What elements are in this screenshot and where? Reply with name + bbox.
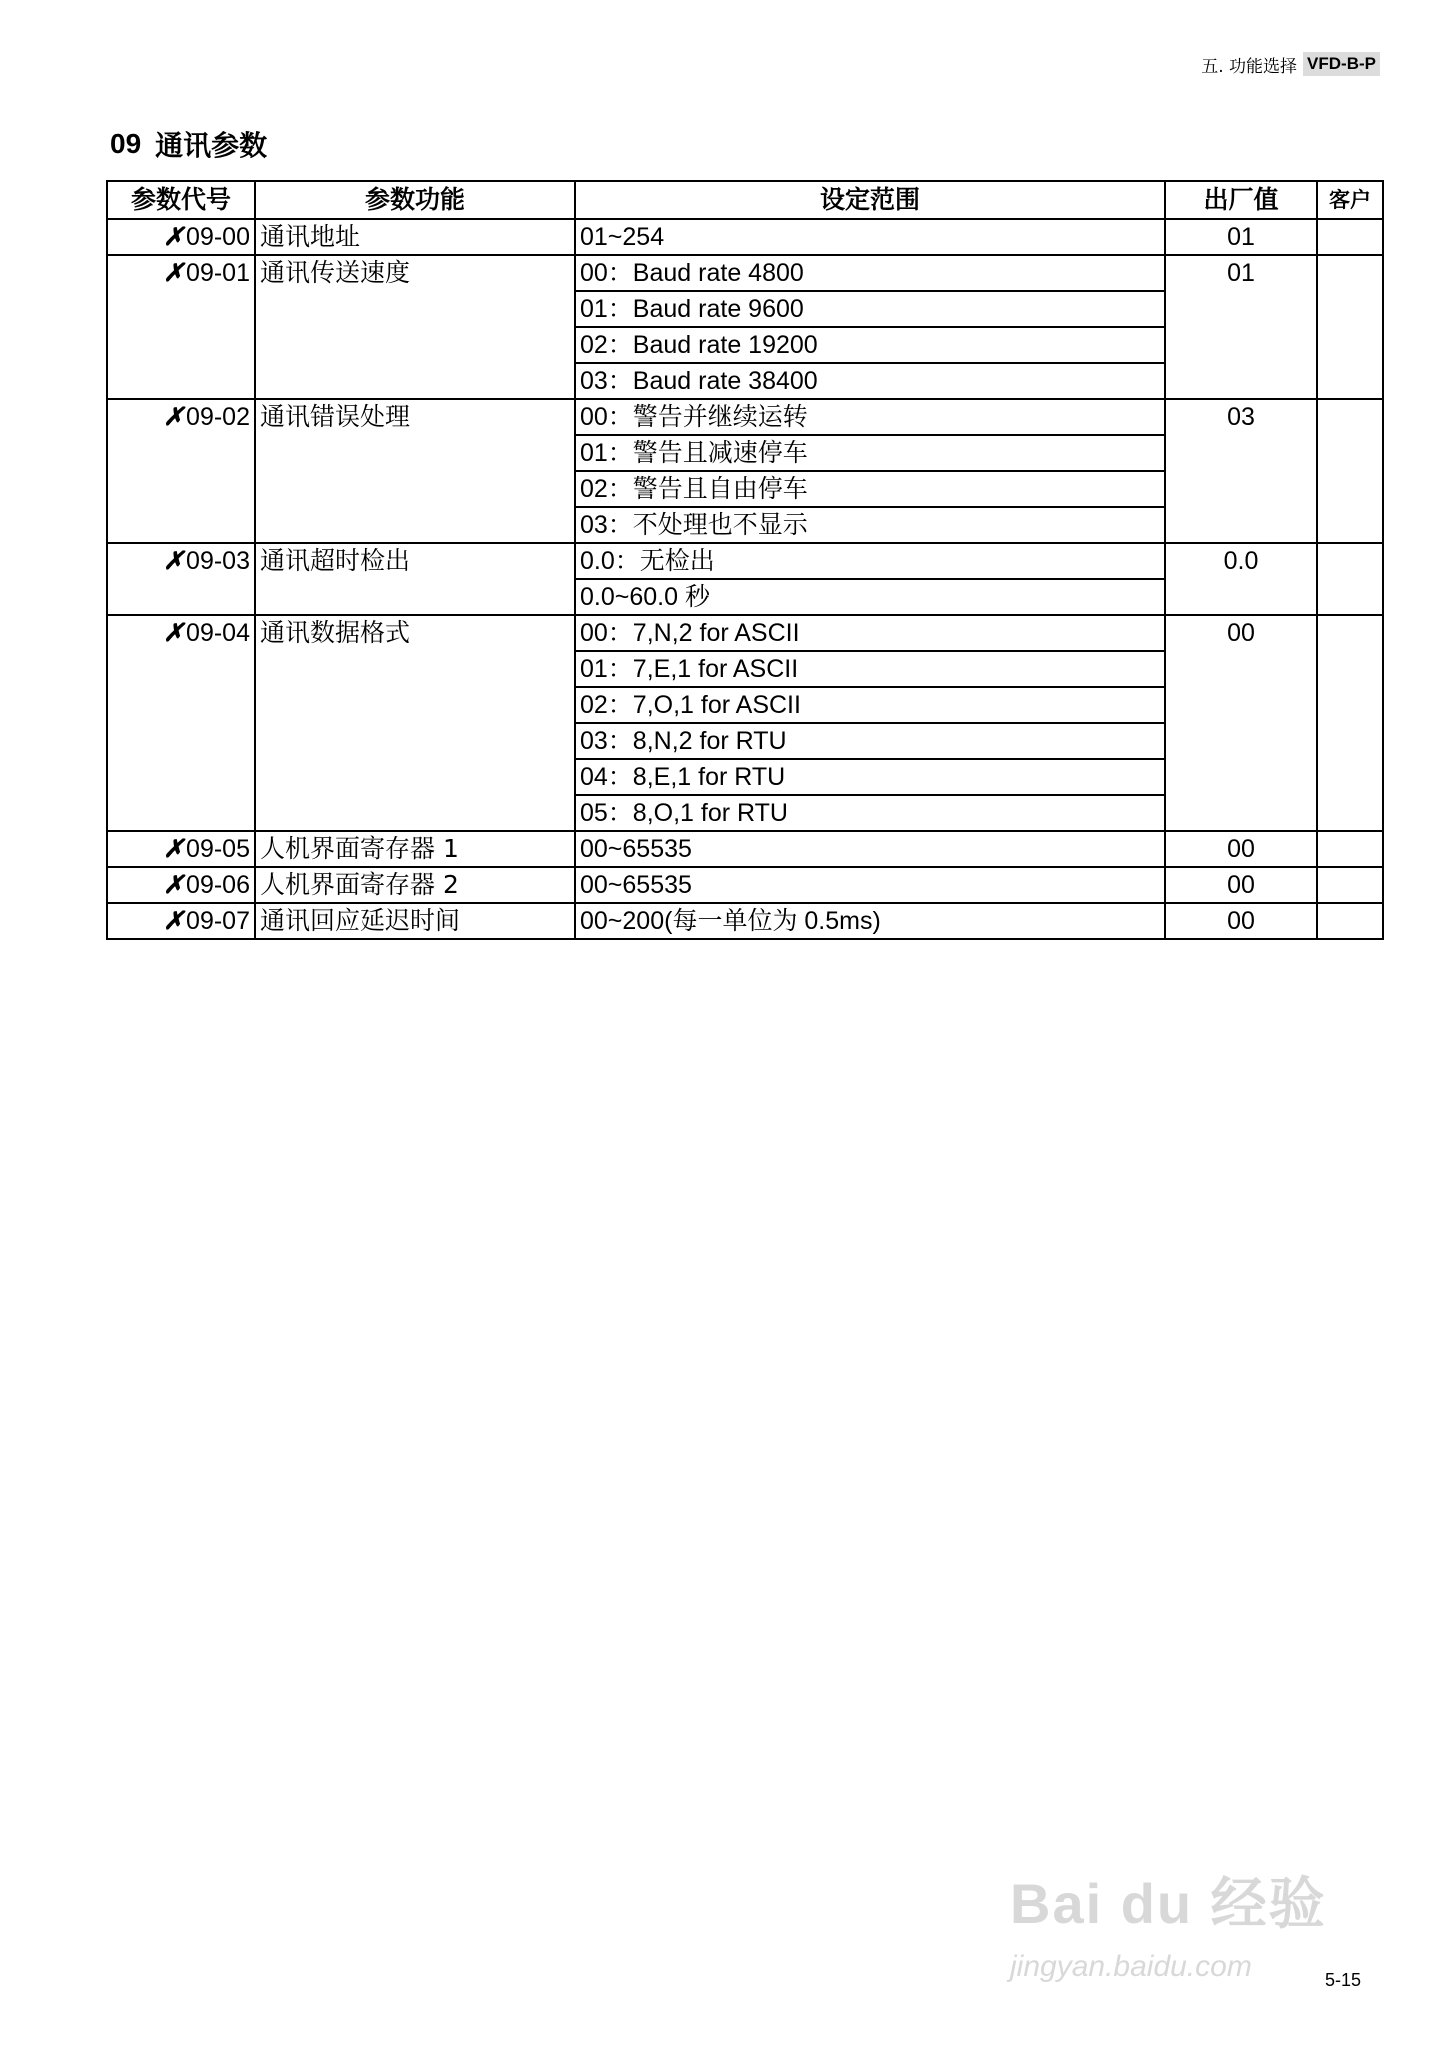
page-number: 5-15 bbox=[1325, 1970, 1362, 1990]
param-range-option: 02：Baud rate 19200 bbox=[575, 327, 1165, 363]
param-range-option: 01：Baud rate 9600 bbox=[575, 291, 1165, 327]
runtime-edit-icon: ✗ bbox=[163, 259, 185, 287]
param-range-option: 04：8,E,1 for RTU bbox=[575, 759, 1165, 795]
table-header-row bbox=[107, 181, 1383, 219]
runtime-edit-icon: ✗ bbox=[163, 835, 185, 863]
table-row bbox=[107, 903, 1383, 939]
baidu-watermark-logo: Bai du 经验 bbox=[1010, 1872, 1327, 1935]
param-code: 09-02 bbox=[186, 403, 250, 431]
param-range-option: 00~200(每一单位为 0.5ms) bbox=[575, 903, 1165, 939]
header-code: 参数代号 bbox=[107, 181, 255, 219]
param-default: 00 bbox=[1165, 867, 1317, 903]
param-range-option: 03：8,N,2 for RTU bbox=[575, 723, 1165, 759]
runtime-edit-icon: ✗ bbox=[163, 619, 185, 647]
section-title bbox=[110, 124, 267, 164]
param-code-cell bbox=[107, 867, 255, 903]
param-code-cell bbox=[107, 399, 255, 543]
header-range: 设定范围 bbox=[575, 181, 1165, 219]
param-range-option: 0.0：无检出 bbox=[575, 543, 1165, 579]
param-function: 通讯传送速度 bbox=[255, 255, 575, 399]
param-range-option: 00：警告并继续运转 bbox=[575, 399, 1165, 435]
table-row bbox=[107, 543, 1383, 579]
param-range-option: 01：7,E,1 for ASCII bbox=[575, 651, 1165, 687]
param-function: 通讯回应延迟时间 bbox=[255, 903, 575, 939]
param-customer bbox=[1317, 903, 1383, 939]
param-range-option: 00：Baud rate 4800 bbox=[575, 255, 1165, 291]
runtime-edit-icon: ✗ bbox=[163, 871, 185, 899]
param-customer bbox=[1317, 399, 1383, 543]
param-customer bbox=[1317, 615, 1383, 831]
param-range-option: 01：警告且减速停车 bbox=[575, 435, 1165, 471]
param-function: 通讯数据格式 bbox=[255, 615, 575, 831]
table-row bbox=[107, 831, 1383, 867]
param-range-option: 00~65535 bbox=[575, 831, 1165, 867]
param-code-cell bbox=[107, 219, 255, 255]
chapter-label: 五. 功能选择 bbox=[1201, 56, 1298, 77]
header-default: 出厂值 bbox=[1165, 181, 1317, 219]
param-code-cell bbox=[107, 615, 255, 831]
param-code: 09-07 bbox=[186, 907, 250, 935]
section-name: 通讯参数 bbox=[155, 129, 268, 162]
param-range-option: 02：警告且自由停车 bbox=[575, 471, 1165, 507]
table-body bbox=[107, 219, 1383, 939]
param-range-option: 0.0~60.0 秒 bbox=[575, 579, 1165, 615]
param-customer bbox=[1317, 255, 1383, 399]
param-default: 00 bbox=[1165, 615, 1317, 831]
page-header bbox=[1110, 50, 1380, 78]
param-range-option: 00：7,N,2 for ASCII bbox=[575, 615, 1165, 651]
param-default: 0.0 bbox=[1165, 543, 1317, 615]
param-default: 00 bbox=[1165, 831, 1317, 867]
param-function: 通讯地址 bbox=[255, 219, 575, 255]
param-code: 09-05 bbox=[186, 835, 250, 863]
param-default: 01 bbox=[1165, 255, 1317, 399]
param-range-option: 00~65535 bbox=[575, 867, 1165, 903]
param-customer bbox=[1317, 867, 1383, 903]
param-range-option: 02：7,O,1 for ASCII bbox=[575, 687, 1165, 723]
runtime-edit-icon: ✗ bbox=[163, 223, 185, 251]
param-range-option: 01~254 bbox=[575, 219, 1165, 255]
param-range-option: 05：8,O,1 for RTU bbox=[575, 795, 1165, 831]
param-code-cell bbox=[107, 903, 255, 939]
param-code: 09-03 bbox=[186, 547, 250, 575]
runtime-edit-icon: ✗ bbox=[163, 547, 185, 575]
table-row bbox=[107, 867, 1383, 903]
param-default: 01 bbox=[1165, 219, 1317, 255]
param-customer bbox=[1317, 831, 1383, 867]
baidu-watermark-url: jingyan.baidu.com bbox=[1010, 1950, 1252, 1983]
table-row bbox=[107, 219, 1383, 255]
param-customer bbox=[1317, 219, 1383, 255]
param-code: 09-06 bbox=[186, 871, 250, 899]
param-customer bbox=[1317, 543, 1383, 615]
header-function: 参数功能 bbox=[255, 181, 575, 219]
runtime-edit-icon: ✗ bbox=[163, 403, 185, 431]
param-code-cell bbox=[107, 543, 255, 615]
param-default: 03 bbox=[1165, 399, 1317, 543]
param-function: 通讯错误处理 bbox=[255, 399, 575, 543]
model-label: VFD-B-P bbox=[1303, 52, 1380, 76]
section-number: 09 bbox=[110, 128, 142, 159]
table-row bbox=[107, 255, 1383, 291]
param-range-option: 03：不处理也不显示 bbox=[575, 507, 1165, 543]
param-function: 人机界面寄存器 1 bbox=[255, 831, 575, 867]
parameter-table bbox=[106, 180, 1384, 940]
header-customer: 客户 bbox=[1317, 181, 1383, 219]
param-default: 00 bbox=[1165, 903, 1317, 939]
param-code: 09-04 bbox=[186, 619, 250, 647]
param-code-cell bbox=[107, 831, 255, 867]
param-code: 09-01 bbox=[186, 259, 250, 287]
param-function: 通讯超时检出 bbox=[255, 543, 575, 615]
param-code: 09-00 bbox=[186, 223, 250, 251]
param-function: 人机界面寄存器 2 bbox=[255, 867, 575, 903]
table-row bbox=[107, 615, 1383, 651]
runtime-edit-icon: ✗ bbox=[163, 907, 185, 935]
table-row bbox=[107, 399, 1383, 435]
param-code-cell bbox=[107, 255, 255, 399]
param-range-option: 03：Baud rate 38400 bbox=[575, 363, 1165, 399]
